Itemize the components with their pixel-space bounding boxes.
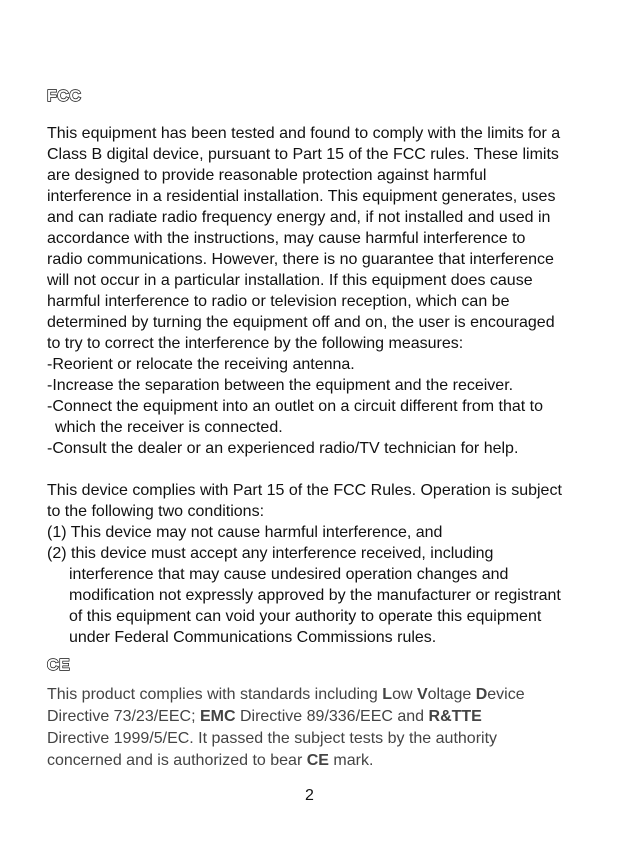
page-number: 2 [305,787,314,804]
ce-heading: CE [47,657,71,674]
fcc-condition-item: (1) This device may not cause harmful interference, and [47,524,443,541]
fcc-condition-continuation: modification not expressly approved by the manufacturer or registrant [69,587,561,604]
fcc-text-line: interference in a residential installation. This equipment generates, uses [47,188,556,205]
fcc-text-line: This equipment has been tested and found to comply with the limits for a [47,125,561,142]
fcc-text-line: This device complies with Part 15 of the FCC Rules. Operation is subject [47,482,562,499]
ce-text-line: Directive 73/23/EEC; EMC Directive 89/336/EEC and R&TTE [47,708,482,725]
fcc-measure-item-continuation: which the receiver is connected. [55,419,283,436]
fcc-measure-item: -Consult the dealer or an experienced radio/TV technician for help. [47,440,519,457]
fcc-measure-item: -Reorient or relocate the receiving antenna. [47,356,355,373]
fcc-text-line: to the following two conditions: [47,503,265,520]
fcc-text-line: will not occur in a particular installation. If this equipment does cause [47,272,533,289]
fcc-condition-continuation: interference that may cause undesired operation changes and [69,566,509,583]
fcc-measure-item: -Increase the separation between the equipment and the receiver. [47,377,514,394]
fcc-condition-continuation: under Federal Communications Commissions rules. [69,629,437,646]
fcc-text-line: to try to correct the interference by the following measures: [47,335,464,352]
fcc-text-line: determined by turning the equipment off and on, the user is encouraged [47,314,555,331]
fcc-text-line: radio communications. However, there is no guarantee that interference [47,251,554,268]
ce-text-line: Directive 1999/5/EC. It passed the subject tests by the authority [47,730,498,747]
fcc-measure-item: -Connect the equipment into an outlet on a circuit different from that to [47,398,543,415]
fcc-condition-continuation: of this equipment can void your authority to operate this equipment [69,608,542,625]
fcc-text-line: harmful interference to radio or television reception, which can be [47,293,510,310]
fcc-heading: FCC [47,88,82,105]
fcc-condition-item: (2) this device must accept any interference received, including [47,545,494,562]
fcc-text-line: and can radiate radio frequency energy and, if not installed and used in [47,209,551,226]
ce-text-line: This product complies with standards including Low Voltage Device [47,686,525,703]
fcc-text-line: accordance with the instructions, may cause harmful interference to [47,230,526,247]
ce-text-line: concerned and is authorized to bear CE mark. [47,752,374,769]
fcc-text-line: are designed to provide reasonable protection against harmful [47,167,487,184]
fcc-text-line: Class B digital device, pursuant to Part 15 of the FCC rules. These limits [47,146,559,163]
